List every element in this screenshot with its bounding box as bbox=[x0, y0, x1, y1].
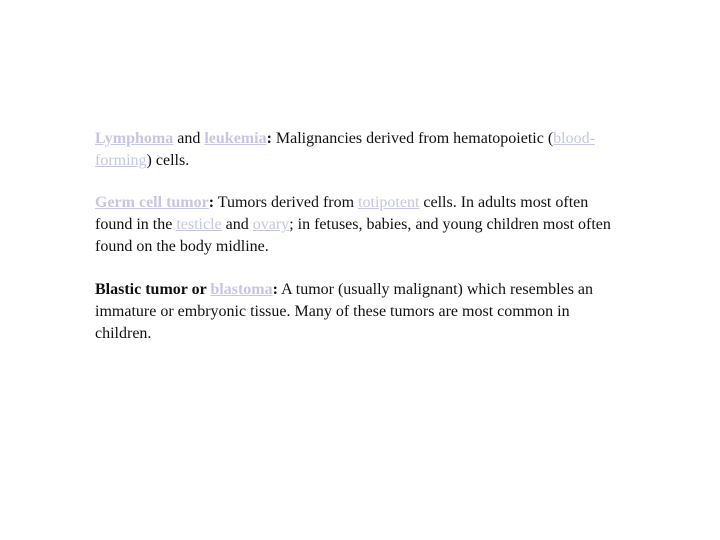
term-colon: : bbox=[272, 281, 278, 298]
text: A tumor (usually malignant) which resembles an immature or embryonic tissue. Many of these tumors are most common in children. bbox=[95, 281, 594, 342]
paragraph-lymphoma-leukemia bbox=[95, 128, 615, 172]
text: and bbox=[221, 216, 253, 233]
link-germ-cell-tumor[interactable]: Germ cell tumor bbox=[95, 194, 209, 211]
text: Malignancies derived from hematopoietic ( bbox=[271, 130, 554, 147]
link-testicle[interactable]: testicle bbox=[176, 216, 222, 233]
link-lymphoma[interactable]: Lymphoma bbox=[95, 130, 174, 147]
paragraph-blastoma bbox=[95, 279, 615, 345]
link-totipotent[interactable]: totipotent bbox=[358, 194, 420, 211]
text: and bbox=[173, 130, 205, 147]
link-blastoma[interactable]: blastoma bbox=[210, 281, 273, 298]
term-colon: : bbox=[208, 194, 215, 211]
paragraph-germ-cell-tumor bbox=[95, 192, 615, 258]
text: Tumors derived from bbox=[214, 194, 359, 211]
text: cells. In adults most often found in the bbox=[95, 194, 589, 233]
term-blastic-tumor: Blastic tumor or bbox=[95, 281, 211, 298]
link-blood-forming[interactable]: blood-forming bbox=[95, 130, 595, 169]
text: ) cells. bbox=[146, 152, 190, 169]
term-colon: : bbox=[266, 130, 272, 147]
link-ovary[interactable]: ovary bbox=[252, 216, 290, 233]
link-leukemia[interactable]: leukemia bbox=[204, 130, 267, 147]
text: ; in fetuses, babies, and young children most often found on the body midline. bbox=[95, 216, 611, 255]
